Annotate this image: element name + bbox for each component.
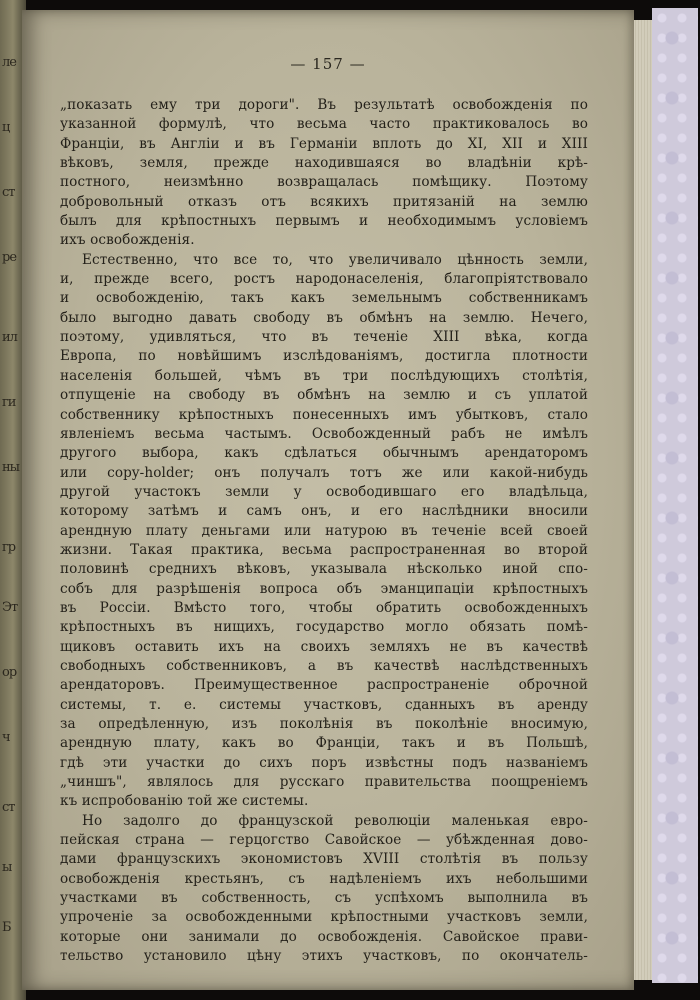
- text-line: свободныхъ собственниковъ, а въ качествѣ наслѣдственныхъ: [60, 657, 588, 674]
- text-line: Европа, по новѣйшимъ изслѣдованіямъ, достигла плотности: [60, 348, 588, 365]
- text-line: другой участокъ земли у освободившаго его владѣльца,: [60, 483, 588, 500]
- left-page-fragment: ст: [2, 800, 15, 815]
- text-line: упроченіе за освобожденными крѣпостными участковъ земли,: [60, 909, 588, 926]
- left-page-fragment: ч: [2, 730, 10, 745]
- text-line: арендаторовъ. Преимущественное распространеніе оброчной: [60, 677, 588, 694]
- text-line: щиковъ оставить ихъ на своихъ земляхъ не въ качествѣ: [60, 638, 588, 655]
- page-number: — 157 —: [290, 55, 366, 73]
- text-line: Но задолго до французской революціи маленькая евро-: [82, 812, 588, 829]
- left-page-fragment: ги: [2, 395, 16, 410]
- text-line: тельство установило цѣну этихъ участковъ, по окончатель-: [60, 948, 588, 965]
- text-line: добровольный отказъ отъ всякихъ притязаній на землю: [60, 193, 588, 210]
- text-line: „чиншъ", являлось для русскаго правительства поощреніемъ: [60, 774, 588, 791]
- text-line: вѣковъ, земля, прежде находившаяся во владѣніи крѣ-: [60, 155, 588, 172]
- text-line: или copy-holder; онъ получалъ тотъ же или какой-нибудь: [60, 464, 588, 481]
- text-line: отпущеніе на свободу въ обмѣнъ на землю и съ уплатой: [60, 387, 588, 404]
- page-body-text: [60, 96, 588, 966]
- left-page-fragment: ст: [2, 185, 15, 200]
- left-page-fragment: ре: [2, 250, 17, 265]
- text-line: постного, неизмѣнно возвращалась помѣщику. Поэтому: [60, 174, 588, 191]
- text-line: половинѣ среднихъ вѣковъ, указывала нѣсколько иной спо-: [60, 561, 588, 578]
- text-line: былъ для крѣпостныхъ первымъ и необходимымъ условіемъ: [60, 213, 588, 230]
- text-line: другого выбора, какъ сдѣлаться обычнымъ арендаторомъ: [60, 445, 588, 462]
- text-line: ихъ освобожденія.: [60, 232, 195, 249]
- left-page-fragment: ле: [2, 55, 16, 70]
- left-page-fragment: Эт: [2, 600, 18, 615]
- text-line: къ испробованію той же системы.: [60, 793, 309, 810]
- left-page-fragment: ы: [2, 860, 12, 875]
- left-page-fragment: ор: [2, 665, 17, 680]
- text-line: явленіемъ весьма частымъ. Освобожденный рабъ не имѣлъ: [60, 425, 588, 442]
- text-line: указанной формулѣ, что весьма часто практиковалось во: [60, 116, 588, 133]
- left-page-fragment: гр: [2, 540, 16, 555]
- left-page-fragment: ил: [2, 330, 17, 345]
- text-line: арендную плату деньгами или натурою въ теченіе всей своей: [60, 522, 588, 539]
- text-line: системы, т. е. системы участковъ, сданныхъ въ аренду: [60, 696, 588, 713]
- text-line: гдѣ эти участки до сихъ поръ извѣстны подъ названіемъ: [60, 754, 588, 771]
- book-page: [22, 10, 634, 990]
- left-page-fragment: Б: [2, 920, 11, 935]
- text-line: которые они занимали до освобожденія. Савойское прави-: [60, 928, 588, 945]
- left-page-fragment: ц: [2, 120, 10, 135]
- text-line: и освобожденію, такъ какъ земельнымъ собственникамъ: [60, 290, 588, 307]
- left-page-fragment: ны: [2, 460, 20, 475]
- text-line: населенія большей, чѣмъ въ три послѣдующихъ столѣтія,: [60, 367, 588, 384]
- text-line: за опредѣленную, изъ поколѣнія въ поколѣніе вносимую,: [60, 716, 588, 732]
- text-line: „показать ему три дороги". Въ результатѣ освобожденія по: [60, 97, 588, 113]
- book-cover: [652, 8, 698, 983]
- text-line: поэтому, удивляться, что въ теченіе XIII вѣка, когда: [60, 329, 588, 346]
- text-line: освобожденія крестьянъ, съ надѣленіемъ ихъ небольшими: [60, 870, 588, 887]
- text-line: и, прежде всего, ростъ народонаселенія, благопріятствовало: [60, 271, 588, 288]
- text-line: было выгодно давать свободу въ обмѣнъ на землю. Нечего,: [60, 309, 588, 326]
- text-line: крѣпостныхъ въ нищихъ, государство могло обязать помѣ-: [60, 619, 588, 636]
- text-line: пейская страна — герцогство Савойское — убѣжденная дово-: [60, 832, 588, 849]
- text-line: дами французскихъ экономистовъ XVIII столѣтія въ пользу: [60, 851, 588, 868]
- text-line: въ Россіи. Вмѣсто того, чтобы обратить освобожденныхъ: [60, 599, 588, 616]
- text-line: арендную плату, какъ во Франціи, такъ и въ Польшѣ,: [60, 735, 588, 752]
- text-line: которому затѣмъ и самъ онъ, и его наслѣдники вносили: [60, 503, 588, 520]
- text-line: собъ для разрѣшенія вопроса объ эманципаціи крѣпостныхъ: [60, 580, 588, 597]
- text-line: участками въ собственность, съ успѣхомъ выполнила въ: [60, 890, 588, 907]
- text-line: Естественно, что все то, что увеличивало цѣнность земли,: [82, 251, 588, 268]
- text-line: собственнику крѣпостныхъ понесенныхъ имъ убытковъ, стало: [60, 406, 588, 423]
- text-line: жизни. Такая практика, весьма распространенная во второй: [60, 541, 588, 558]
- text-line: Франціи, въ Англіи и въ Германіи вплоть до XI, XII и XIII: [60, 135, 588, 152]
